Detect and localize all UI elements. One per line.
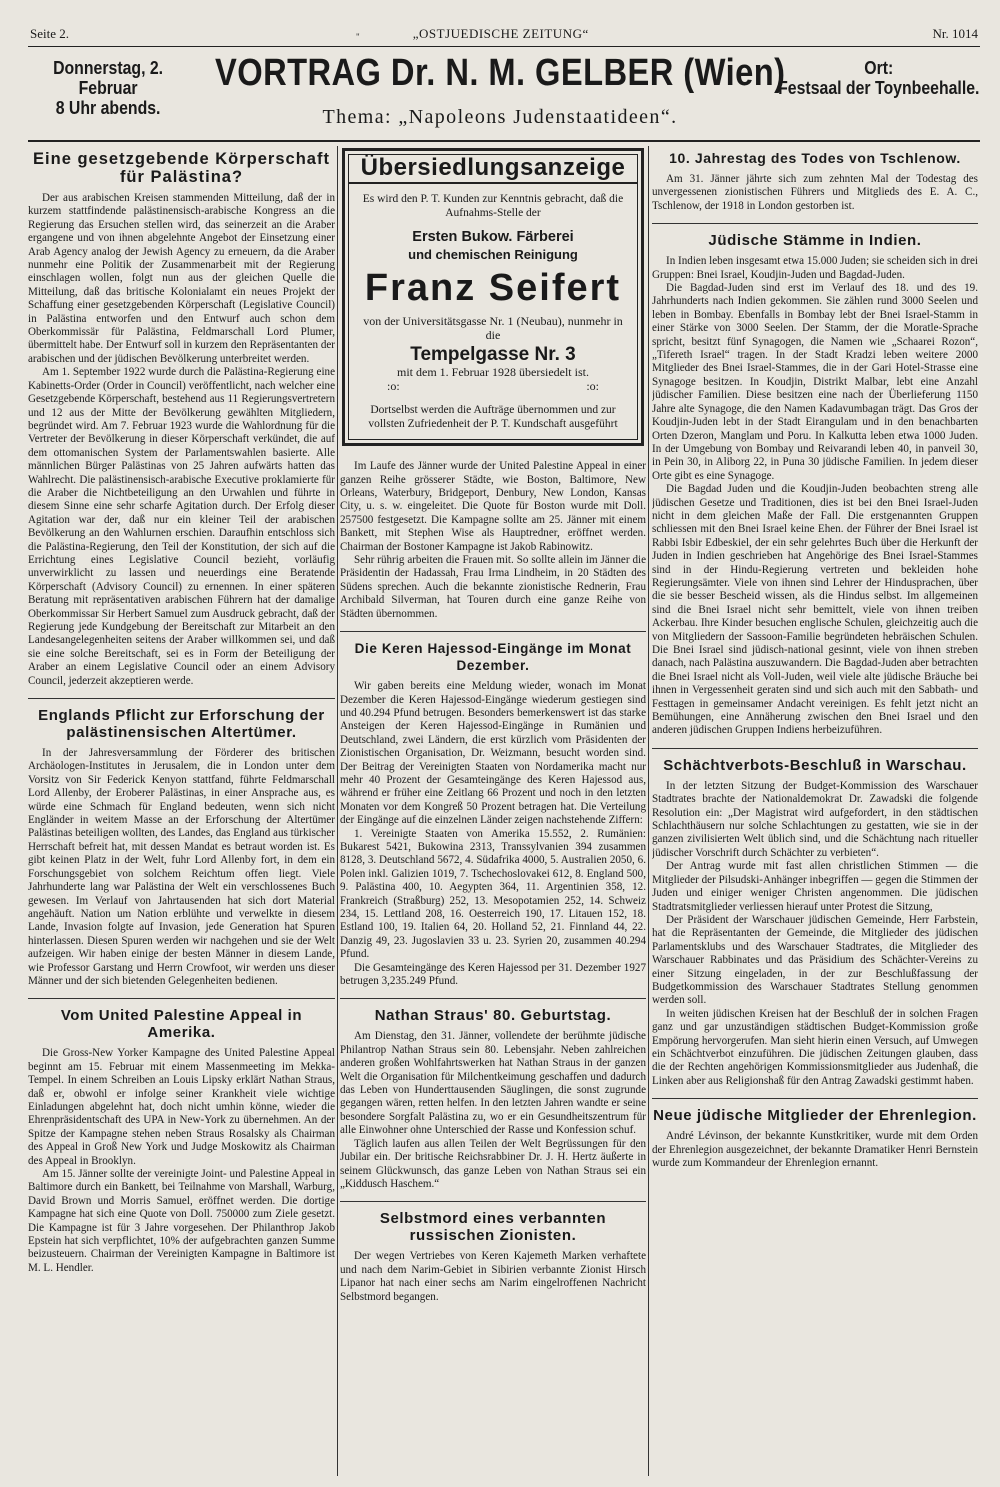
column-middle	[340, 146, 646, 1476]
article-paragraph: Wir gaben bereits eine Meldung wieder, wonach im Monat Dezember die Keren Hajessod-Eingänge wiederum gestiegen sind und 40.294 Pfund betrugen. Besonders bemerkenswert ist das starke Ansteigen der Keren Hajessod-Eingänge in Rumänien und Deutschland, zwei Ländern, die erst kürzlich vom Präsidenten der Zionistischen Organisation, Dr. Weizmann, besucht worden sind. Der Beitrag der Vereinigten Staaten von Nordamerika macht nur mehr 40 Prozent der Gesamteingänge des Keren Hajessod aus, während er früher eine Zeitlang 66 Prozent und noch in den letzten Monaten vor dem Kongreß 50 Prozent betragen hat. Die Verteilung der Eingänge auf die einzelnen Länder zeigen nachstehende Ziffern:	[340, 680, 646, 827]
lecture-date-line2: 8 Uhr abends.	[55, 98, 161, 118]
ad-owner-name: Franz Seifert	[364, 266, 622, 309]
column-divider	[648, 146, 649, 1476]
running-head	[30, 22, 978, 42]
ad-move-date: mit dem 1. Februar 1928 übersiedelt ist.	[397, 365, 589, 380]
article-title: Die Keren Hajessod-Eingänge im Monat Dezember.	[354, 641, 632, 674]
ad-new-address: Tempelgasse Nr. 3	[410, 343, 576, 365]
article-paragraph: In Indien leben insgesamt etwa 15.000 Juden; sie scheiden sich in drei Gruppen: Bnei Israel, Koudjin-Juden und Bagdad-Juden.	[652, 255, 978, 281]
article-paragraph: Am 31. Jänner jährte sich zum zehnten Mal der Todestag des unvergessenen zionistischen Führers und Mitglieds des E. A. C., Tschlenow, der 1918 in London gestorben ist.	[652, 173, 978, 212]
article-divider	[652, 748, 978, 749]
article-paragraph: Im Laufe des Jänner wurde der United Palestine Appeal in einer ganzen Reihe grösserer Städte, wie Boston, Baltimore, New Orleans, Waterbury, Bridgeport, Denbury, New London, Kansas City, u. s. w. eingeleitet. Die Quote für Boston wurde mit Doll. 257500 festgesetzt. Die Kampagne sollte am 25. Jänner mit einem Bankett, mit Stephen Wise als Hauptredner, eröffnet werden. Chairman der Bostoner Kampagne ist Jakob Rabinowitz.	[340, 460, 646, 553]
page-number: Seite 2.	[30, 26, 69, 41]
advertisement-inner	[348, 154, 638, 440]
article-paragraph: Am 15. Jänner sollte der vereinigte Joint- und Palestine Appeal in Baltimore durch ein Bankett, bei Teilnahme von Marshall, Warburg, David Brown und Morris Samuel, eröffnet werden. Die dortige Kampagne hat sich eine Quote von Doll. 750000 zum Ziele gesetzt. Die Kampagne ist für 3 Jahre vorgesehen. Der Philanthrop Jakob Epstein hat sich verpflichtet, 10% der aufgebrachten ganzen Summe beizusteuern. Chairman der Vereinigten Kampagne in Baltimore ist M. L. Hendler.	[28, 1168, 335, 1274]
article-paragraph: Die Gesamteingänge des Keren Hajessod per 31. Dezember 1927 betrugen 3,235.249 Pfund.	[340, 961, 646, 988]
article-paragraph: Die Bagdad Juden und die Koudjin-Juden beobachten streng alle jüdischen Gesetze und Traditionen, dies ist bei den Bnei Israel-Juden nicht in dem gleichen Maße der Fall. Die erstgenannten Gruppen schliessen mit den Bnei Israel keine Ehen. der Führer der Bnei Israel ist Rabbi Isbir Edbeskiel, der ein sehr gelehrtes Buch über die Herkunft der Juden in Indien geschrieben hat Angehörige des Bnei Israel-Stammes sind in der Hindu-Regierung vertreten und bekleiden hohe Regierungsämter. Viele von ihnen sind Lehrer der Hindusprachen, über die sie besser Bescheid wissen, als die Hindus selbst. Im allgemeinen sind die Bnei Israel nicht sehr bemittelt, viele von ihnen treiben Ackerbau. Ihre Kinder besuchen englische Schulen, gleichzeitig auch die von Mitgliedern der Sassoon-Familie begründeten hebräischen Schulen. Die Bnei Israel sind jüdisch-national gesinnt, viele von ihnen streben danach, nach Palästina auszuwandern. Die Bagdad-Juden aber betrachten die Bnei Israel nicht als Voll-Juden, weil viele alte jüdische Bräuche bei ihnen in Vergessenheit geraten sind und sich auch mit den Sabbath- und Festtagen in gemeinsamer Andacht vereinigen. Es fehlt jetzt nicht an Bemühungen, eine Annäherung zwischen den Bnei Israel und den anderen jüdischen Gruppen Indiens herbeizuführen.	[652, 483, 978, 737]
article-divider	[340, 631, 646, 632]
ad-ornament: :o:	[586, 379, 599, 394]
newspaper-title: „OSTJUEDISCHE ZEITUNG“	[412, 26, 589, 41]
article-paragraph: In der letzten Sitzung der Budget-Kommission des Warschauer Stadtrates brachte der Nationaldemokrat Dr. Zawadski die folgende Resolution ein: „Der Magistrat wird aufgefordert, in den städtischen Schlachthäusern nur solche Schlachtungen zu gestatten, wie sie in der ganzen zivilisierten Welt üblich sind, und die Schächtung nach ritueller jüdischer Vorschrift durch Schächter zu verbieten“.	[652, 779, 978, 859]
lecture-venue-line2: Festsaal der Toynbeehalle.	[778, 78, 980, 98]
article-title: Nathan Straus' 80. Geburtstag.	[374, 1007, 612, 1025]
ad-rule	[349, 182, 637, 184]
ad-ornaments	[357, 379, 629, 393]
issue-number: Nr. 1014	[932, 26, 978, 41]
article-title: Eine gesetzgebende Körperschaft für Palästina?	[33, 150, 330, 186]
ad-title: Übersiedlungsanzeige	[360, 154, 626, 181]
article-title: Selbstmord eines verbannten russischen Zionisten.	[379, 1210, 607, 1245]
column-right	[652, 146, 978, 1476]
article-paragraph: André Lévinson, der bekannte Kunstkritiker, wurde mit dem Orden der Ehrenlegion ausgezeichnet, der bekannte Dramatiker Henri Bernstein wurde zum Kommandeur der Ehrenlegion ernannt.	[652, 1130, 978, 1169]
article-paragraph: 1. Vereinigte Staaten von Amerika 15.552, 2. Rumänien: Bukarest 5421, Bukowina 2313, Transsylvanien 394 zusammen 8128, 3. Deutschland 5672, 4. Südafrika 4000, 5. Australien 2050, 6. Polen inkl. Galizien 1019, 7. Tschechoslovakei 612, 8. England 500, 9. Palästina 400, 10. Aegypten 364, 11. Argentinien 358, 12. Frankreich (Straßburg) 252, 13. Mesopotamien 252, 14. Schweiz 234, 15. Lettland 208, 16. Oesterreich 190, 17. Litauen 152, 18. Estland 100, 19. Italien 64, 20. Holland 52, 21. Finnland 44, 22. Danzig 49, 23. Jugoslavien 33 u. 23. Syrien 20, zusammen 40.294 Pfund.	[340, 827, 646, 961]
article-paragraph: Die Gross-New Yorker Kampagne des United Palestine Appeal beginnt am 15. Februar mit einem Massenmeeting im Mekka-Tempel. In einem Schreiben an Louis Lipsky erklärt Nathan Straus, daß er, obwohl er infolge seiner Krankheit viele wichtige Einladungen abgelehnt hat, doch nicht umhin könne, wieder die Ehrenpräsidentschaft des UPA in New-York zu übernehmen. An der Spitze der Kampagne stehen neben Straus Rosalsky als Chairman des Appeal in Groß New York und Judge Moskowitz als Chairman des Appeal in Brooklyn.	[28, 1047, 335, 1167]
article-paragraph: Der Antrag wurde mit fast allen christlichen Stimmen — die Mitglieder der Pilsudski-Anhänger inbegriffen — gegen die Stimmen der Juden und einiger weniger Christen angenommen. Die jüdischen Stadtratsmitglieder verliessen hierauf unter Protest die Sitzung,	[652, 860, 978, 913]
lecture-rule	[28, 140, 980, 142]
article-divider	[340, 1201, 646, 1202]
article-paragraph: Am Dienstag, den 31. Jänner, vollendete der berühmte jüdische Philantrop Nathan Straus sein 80. Lebensjahr. Neben zahlreichen anderen großen Wohlfahrtswerken hat Nathan Straus in der ganzen Welt die Organisation für Milchentkeimung geschaffen und dadurch das Leben von Hunderttausenden Säuglingen, die sonst zugrunde gegangen wären, retten helfen. In den letzten Jahren wandte er seine besondere Sorgfalt Palästina zu, wo er ein Gesundheitszentrum für alle Einwohner ohne Unterschied der Rasse und Konfession schuf.	[340, 1030, 646, 1137]
article-paragraph: In weiten jüdischen Kreisen hat der Beschluß der in solchen Fragen ganz und gar unzuständigen städtischen Budget-Kommission große Empörung hervorgerufen. Man sieht hierin einen Versuch, auf Umwegen ein Schächtverbot einzuführen. Die jüdischen Zeitungen glauben, dass die der Rechten angehörigen Kommissionsmitglieder aus Judenhaß, die Linken aber aus Religionshaß für den Antrag Zawadski gestimmt haben.	[652, 1007, 978, 1087]
ad-old-address: von der Universitätsgasse Nr. 1 (Neubau), nunmehr in die	[363, 313, 623, 342]
article-divider	[28, 998, 335, 999]
article-paragraph: Der wegen Vertriebes von Keren Kajemeth Marken verhaftete und nach dem Narim-Gebiet in Sibirien verbannte Zionist Hirsch Lipanor hat nach einer sechs am Narim eingelroffenen Nachricht Selbstmord begangen.	[340, 1250, 646, 1303]
ad-footer: Dortselbst werden die Aufträge übernommen und zur vollsten Zufriedenheit der P. T. Kundschaft ausgeführt	[368, 404, 618, 431]
ad-intro: Es wird den P. T. Kunden zur Kenntnis gebracht, daß die Aufnahms-Stelle der	[362, 193, 624, 220]
article-title: 10. Jahrestag des Todes von Tschlenow.	[669, 150, 961, 166]
lecture-date-line1: Donnerstag, 2. Februar	[53, 58, 164, 98]
article-title: Neue jüdische Mitglieder der Ehrenlegion.	[653, 1107, 977, 1125]
lecture-venue-line1: Ort:	[864, 58, 894, 78]
lecture-theme: Thema: „Napoleons Judenstaatideen“.	[322, 106, 678, 128]
article-paragraph: Am 1. September 1922 wurde durch die Palästina-Regierung eine Kabinetts-Order (Order in Council) veröffentlicht, nach welcher eine Gesetzgebende Körperschaft, bestehend aus 11 Regierungsvertretern und 12 aus der Mitte der Bevölkerung gewählten Mitgliedern, begründet wird. Am 7. Februar 1923 wurde die Wahlordnung für die Vertreter der Bevölkerung in dieser Körperschaft verkündet, die auf dem ottomanischen System der Parlamentswahlen basierte. Alle männlichen Bürger Palästinas von 25 Jahren aufwärts hatten das Wahlrecht. Die palästinensisch-arabische Executive proklamierte für die Araber die Nichtbeteiligung an den Urwahlen und führte in diesem Sinne eine sehr scharfe Agitation durch. Der Erfolg dieser Agitation war der, daß nur ein kleiner Teil der arabischen Bevölkerung an den Wahlurnen erschien. Daraufhin entschloss sich die Palästina-Regierung, den Teil der Konstitution, der sich auf die Errichtung eines Legislative Council bezieht, vorläufig unverwirklicht zu lassen und neuerdings eine Beratende Körperschaft (Advisory Council) zu ernennen. In einer späteren Beratung mit repräsentativen arabischen Führern hat der damalige Oberkommissar Sir Herbert Samuel zum Ausdruck gebracht, daß der Regierung jede Kundgebung der Bereitschaft zur Mitarbeit an den Landesangelegenheiten seitens der Araber willkommen sei, und daß sie eine solche Bereitschaft, sei es in Form der Beteiligung der Araber an einem Legislative Council oder an einem Advisory Council, jederzeit akzeptieren werde.	[28, 366, 335, 687]
article-paragraph: Täglich laufen aus allen Teilen der Welt Begrüssungen für den Jubilar ein. Der britische Reichsrabbiner Dr. J. H. Hertz äußerte in seinem Glückwunsch, das ganze Leben von Nathan Straus sei ein „Kiddusch Haschem.“	[340, 1137, 646, 1190]
ad-ornament: :o:	[387, 379, 400, 394]
article-paragraph: In der Jahresversammlung der Förderer des britischen Archäologen-Institutes in Jerusalem, die in London unter dem Vorsitz von Sir Federick Kenyon stattfand, führte Feldmarschall Lord Allenby, der Eroberer Palästinas, in einer Ansprache aus, es würde eine Schmach für England bedeuten, wenn sich nicht Engländer in weitem Masse an der Erforschung der Altertümer Palästinas beteiligen wollten, des Landes, das England aus türkischer Herrschaft befreit hat, mit dessen Mandat es betraut worden ist. Es gibt keinen Platz in der Welt, fuhr Lord Allenby fort, in dem ein Forschungsgebiet von solchem Reichtum offen liegt. Viele Jahrhunderte lang war Palästina der Welt ein verschlossenes Buch gewesen. Im Verlauf von Jahrtausenden hat sich dort Material angehäuft. Nation um Nation erblühte und verwelkte in diesem Lande, Invasion folgte auf Invasion, jede Generation hat Spuren hinterlassen. Diesen Spuren werden wir nachgehen und sie der Welt aufzeigen. Wir haben einige der besten Männer in diesem Lande, wie Professor Garstang und Herrn Crowfoot, wir werden uns dieser Männer und der sich bietenden Gelegenheiten bedienen.	[28, 747, 335, 987]
lecture-title: VORTRAG Dr. N. M. GELBER (Wien)	[215, 52, 786, 94]
article-divider	[652, 223, 978, 224]
article-title: Englands Pflicht zur Erforschung der palästinensischen Altertümer.	[38, 707, 325, 742]
column-left	[28, 146, 335, 1476]
ad-firm-name: Ersten Bukow. Färberei	[412, 229, 574, 246]
article-paragraph: Sehr rührig arbeiten die Frauen mit. So sollte allein im Jänner die Präsidentin der Hadassah, Frau Irma Lindheim, in 20 Städten des Südens sprechen. Auch die bekannte zionistische Rednerin, Frau Archibald Silverman, hat Touren durch eine ganze Reihe von Städten übernommen.	[340, 554, 646, 620]
article-title: Vom United Palestine Appeal in Amerika.	[60, 1007, 303, 1042]
article-paragraph: Der Präsident der Warschauer jüdischen Gemeinde, Herr Farbstein, hat die Repräsentanten der Gemeinde, die Mitglieder des jüdischen Parlamentsklubs und des Warschauer Stadtrates, die Mitglieder des Warschauer Rabbinates und das Präsidium des Schächter-Vereins zu einer Sitzung eingeladen, in der zur Beschlußfassung der Budgetkommission des Warschauer Stadtrates Stellung genommen werden soll.	[652, 913, 978, 1007]
advertisement-box	[342, 148, 644, 446]
header-rule	[28, 46, 980, 47]
article-title: Schächtverbots-Beschluß in Warschau.	[663, 756, 967, 774]
ad-firm-subtitle: und chemischen Reinigung	[408, 247, 578, 263]
article-paragraph: Die Bagdad-Juden sind erst im Verlauf des 18. und des 19. Jahrhunderts nach Indien gekommen. Sie zählen rund 3000 Seelen und leben in Bombay. Ebenfalls in Bombay lebt der Bnei Israel-Stamm in einer Stärke von 3000 Seelen. Der Stamm, der die Moratle-Sprache spricht, besitzt fünf Synagogen, die Namen wie „Schaarei Rozon“, „Tifereth Israel“ tragen. In der Stadt Kradzi leben weitere 2000 Mitglieder des Bnei Israel-Stammes, die in der Gari Hotel-Strasse eine Synagoge besitzen. In Koudjin, Distrikt Malbar, lebt eine Anzahl jüdischer Familien. Diese besitzen eine nach der Überlieferung 1150 Jahre alte Synagoge, die den Namen Kadavumbagan trägt. Das Gros der Koudjin-Juden lebt in der Stadt Eirangulam und in den benachbarten Orten Dzeron, Manglam und Poru. In Kalkutta leben etwa 1000 Juden. In der Umgebung von Bombay und Reivarandi leben 40, in panveil 30, in Pein 30, in Aliborg 22, in Puna 30 jüdische Familien. In jedem dieser Orte gibt es eine Synagoge.	[652, 282, 978, 482]
article-title: Jüdische Stämme in Indien.	[708, 232, 922, 250]
article-paragraph: Der aus arabischen Kreisen stammenden Mitteilung, daß der in kurzem stattfindende palästinensisch-arabische Kongress an die Regierung das Ersuchen stellen wird, das seinerzeit an die Araber ergangene und von ihnen abgelehnte Angebot der Einsetzung einer Arab Agency analog der Jewish Agency zu erneuern, da die Araber nunmehr eine Politik der Zusammenarbeit mit der Regierung einschlagen wollen, folgt nun aus der gleichen Quelle die Mitteilung, daß das britische Kolonialamt ein neues Projekt der Schaffung einer gesetzgebenden Körperschaft (Legislative Council) in Palästina entworfen und den Entwurf auch schon dem Oberkommissär für Palästina, Feldmarschall Lord Plumer, übermittelt habe. Der Entwurf soll in kurzem den Repräsentanten der arabischen und der jüdischen Bevölkerung unterbreitet werden.	[28, 192, 335, 365]
printer-mark: "	[356, 32, 360, 42]
article-divider	[340, 998, 646, 999]
lecture-venue	[778, 58, 980, 98]
article-divider	[28, 698, 335, 699]
column-divider	[337, 146, 338, 1476]
article-divider	[652, 1098, 978, 1099]
